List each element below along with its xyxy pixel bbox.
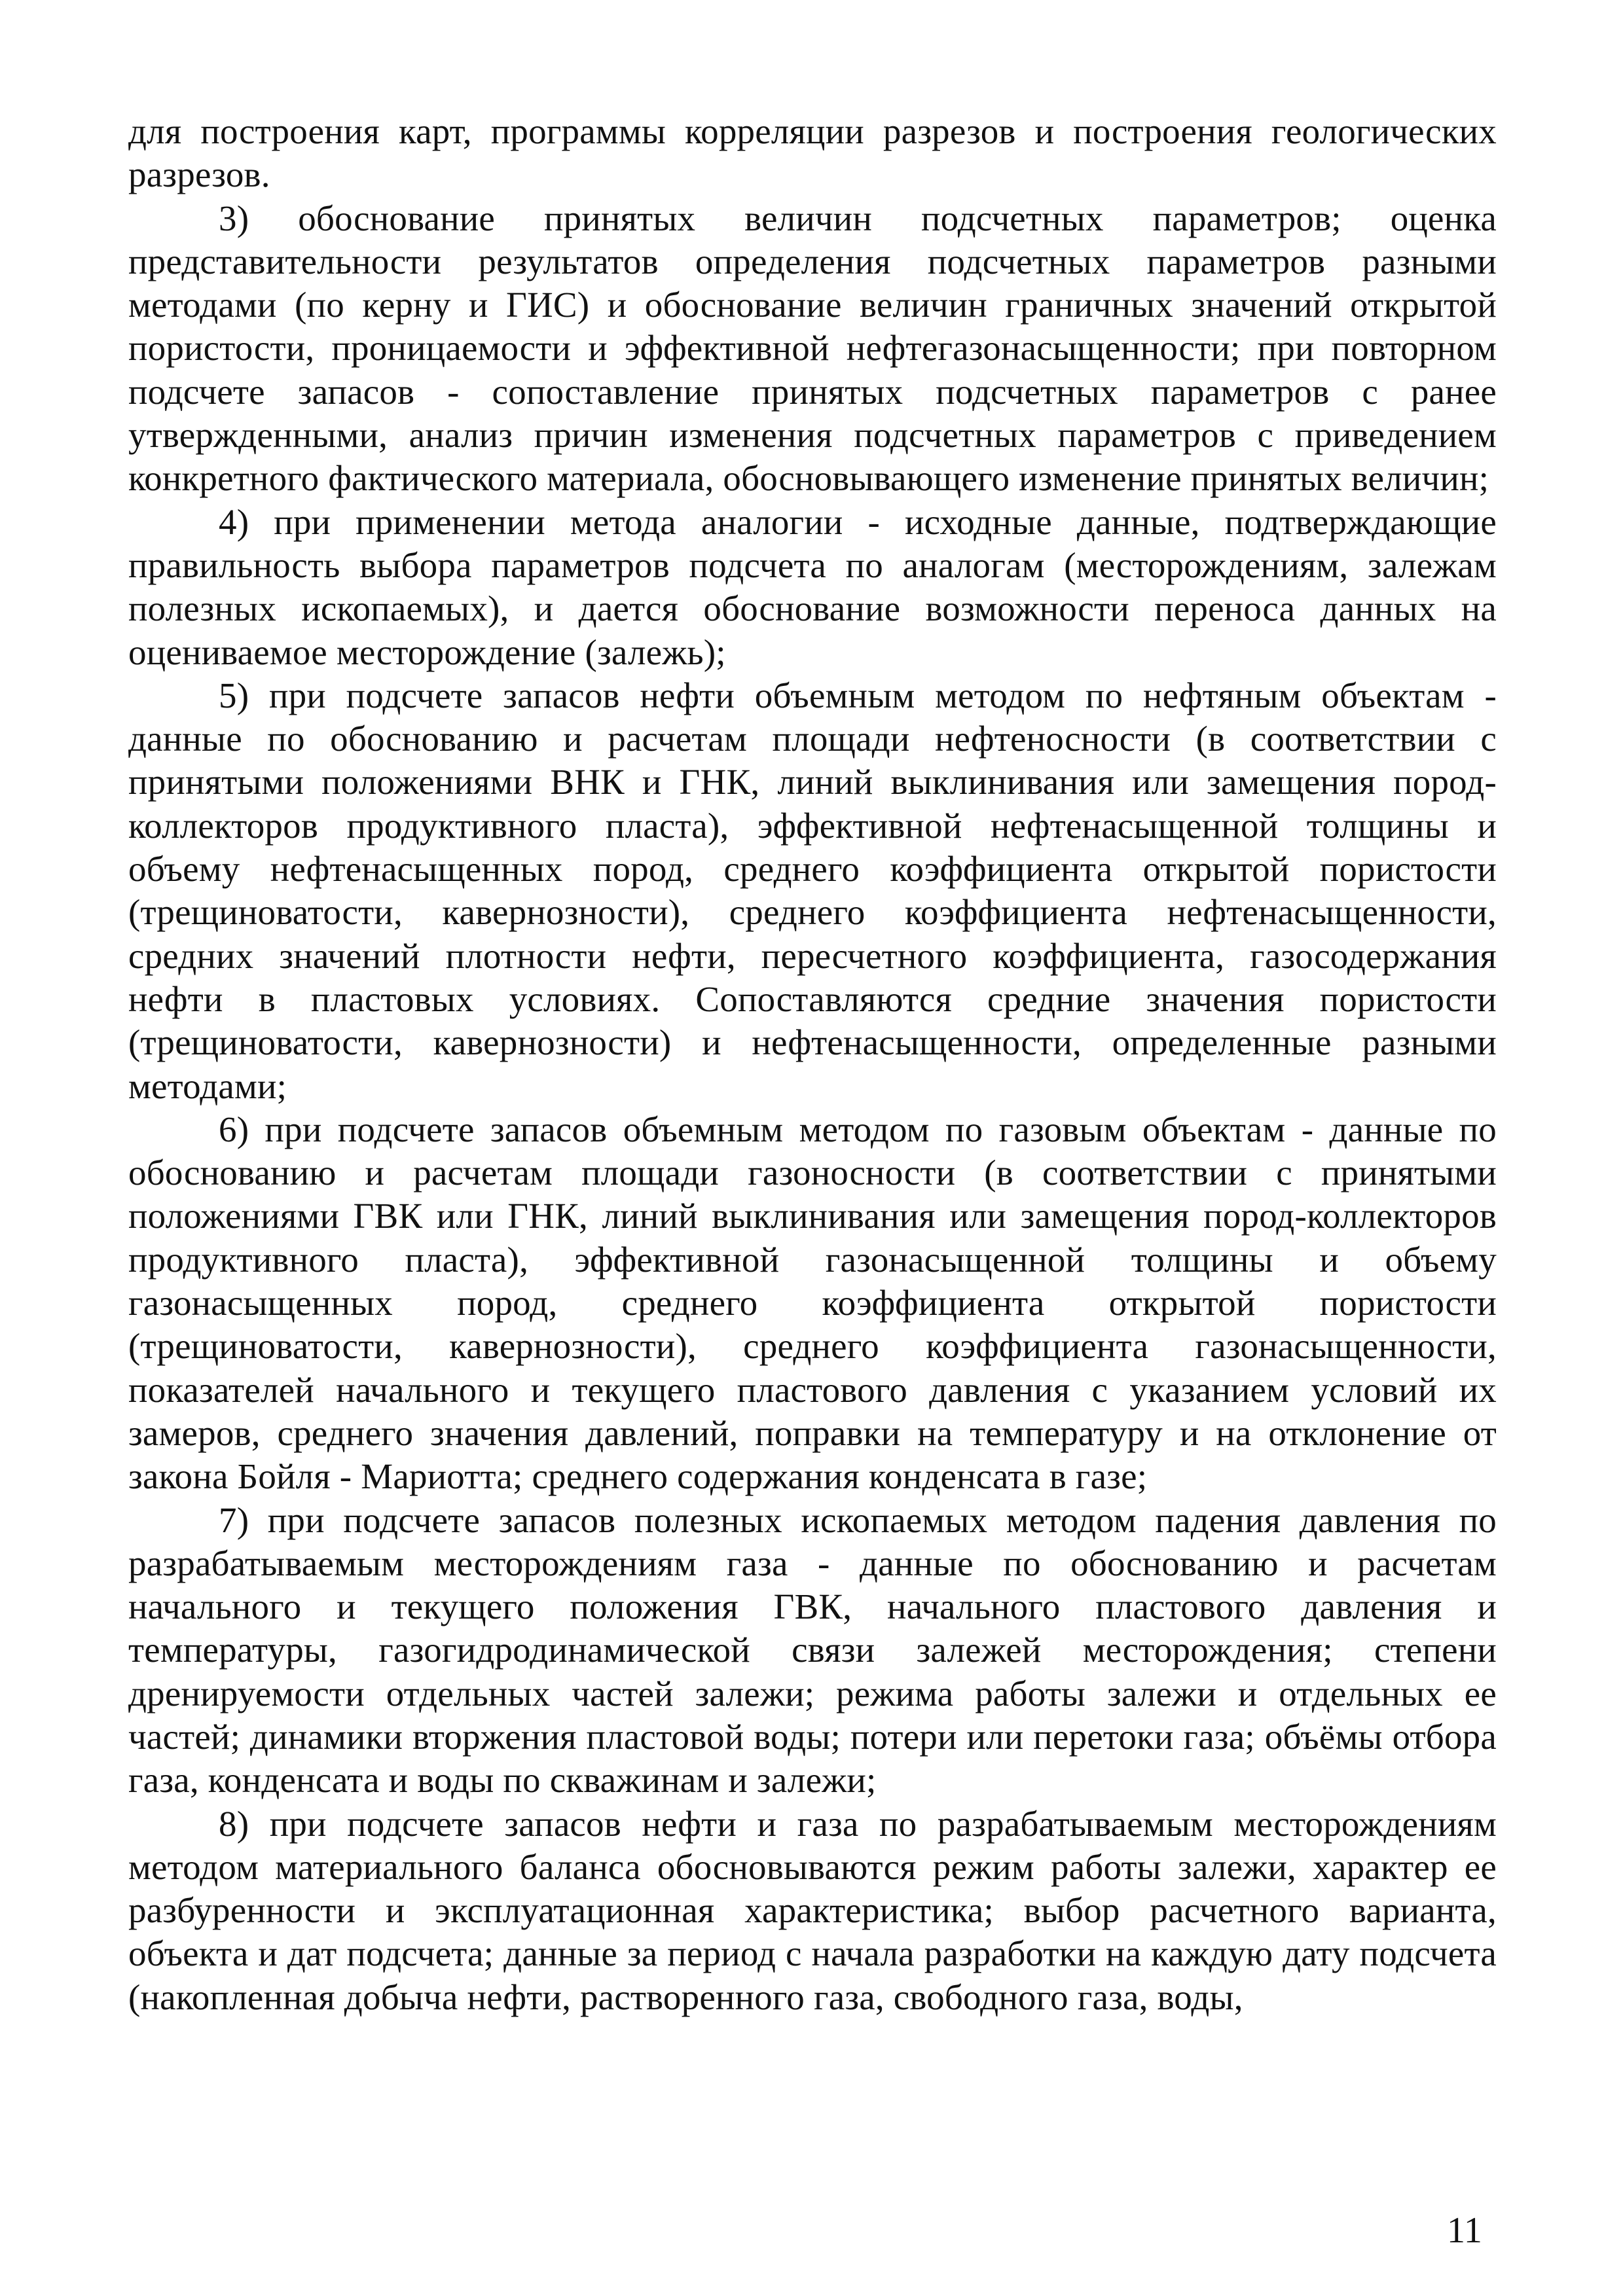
paragraph-continuation: для построения карт, программы корреляции разрезов и построения геологических разрезов. [128, 111, 1497, 195]
page-number: 11 [1447, 2210, 1482, 2251]
document-page [128, 110, 1497, 2019]
paragraph-item-6: 6) при подсчете запасов объемным методом по газовым объектам - данные по обоснованию и расчетам площади газоносности (в соответствии с принятыми положениями ГВК или ГНК, линий выклинивания или замещения пород-коллекторов продуктивного пласта), эффективной газонасыщенной толщины и объему газонасыщенных пород, среднего коэффициента открытой пористости (трещиноватости, кавернозности), среднего коэффициента газонасыщенности, показателей начального и текущего пластового давления с указанием условий их замеров, среднего значения давлений, поправки на температуру и на отклонение от закона Бойля - Мариотта; среднего содержания конденсата в газе; [128, 1109, 1497, 1497]
paragraph-item-4: 4) при применении метода аналогии - исходные данные, подтверждающие правильность выбора параметров подсчета по аналогам (месторождениям, залежам полезных ископаемых), и дается обоснование возможности переноса данных на оцениваемое месторождение (залежь); [128, 501, 1497, 672]
paragraph-item-3: 3) обоснование принятых величин подсчетных параметров; оценка представительности результатов определения подсчетных параметров разными методами (по керну и ГИС) и обоснование величин граничных значений открытой пористости, проницаемости и эффективной нефтегазонасыщенности; при повторном подсчете запасов - сопоставление принятых подсчетных параметров с ранее утвержденными, анализ причин изменения подсчетных параметров с приведением конкретного фактического материала, обосновывающего изменение принятых величин; [128, 198, 1497, 499]
paragraph-item-8: 8) при подсчете запасов нефти и газа по разрабатываемым месторождениям методом материального баланса обосновываются режим работы залежи, характер ее разбуренности и эксплуатационная характеристика; выбор расчетного варианта, объекта и дат подсчета; данные за период с начала разработки на каждую дату подсчета (накопленная добыча нефти, растворенного газа, свободного газа, воды, [128, 1803, 1497, 2017]
paragraph-item-5: 5) при подсчете запасов нефти объемным методом по нефтяным объектам - данные по обоснованию и расчетам площади нефтеносности (в соответствии с принятыми положениями ВНК и ГНК, линий выклинивания или замещения пород-коллекторов продуктивного пласта), эффективной нефтенасыщенной толщины и объему нефтенасыщенных пород, среднего коэффициента открытой пористости (трещиноватости, кавернозности), среднего коэффициента нефтенасыщенности, средних значений плотности нефти, пересчетного коэффициента, газосодержания нефти в пластовых условиях. Сопоставляются средние значения пористости (трещиноватости, кавернозности) и нефтенасыщенности, определенные разными методами; [128, 675, 1497, 1106]
paragraph-item-7: 7) при подсчете запасов полезных ископаемых методом падения давления по разрабатываемым месторождениям газа - данные по обоснованию и расчетам начального и текущего положения ГВК, начального пластового давления и температуры, газогидродинамической связи залежей месторождения; степени дренируемости отдельных частей залежи; режима работы залежи и отдельных ее частей; динамики вторжения пластовой воды; потери или перетоки газа; объёмы отбора газа, конденсата и воды по скважинам и залежи; [128, 1499, 1497, 1801]
